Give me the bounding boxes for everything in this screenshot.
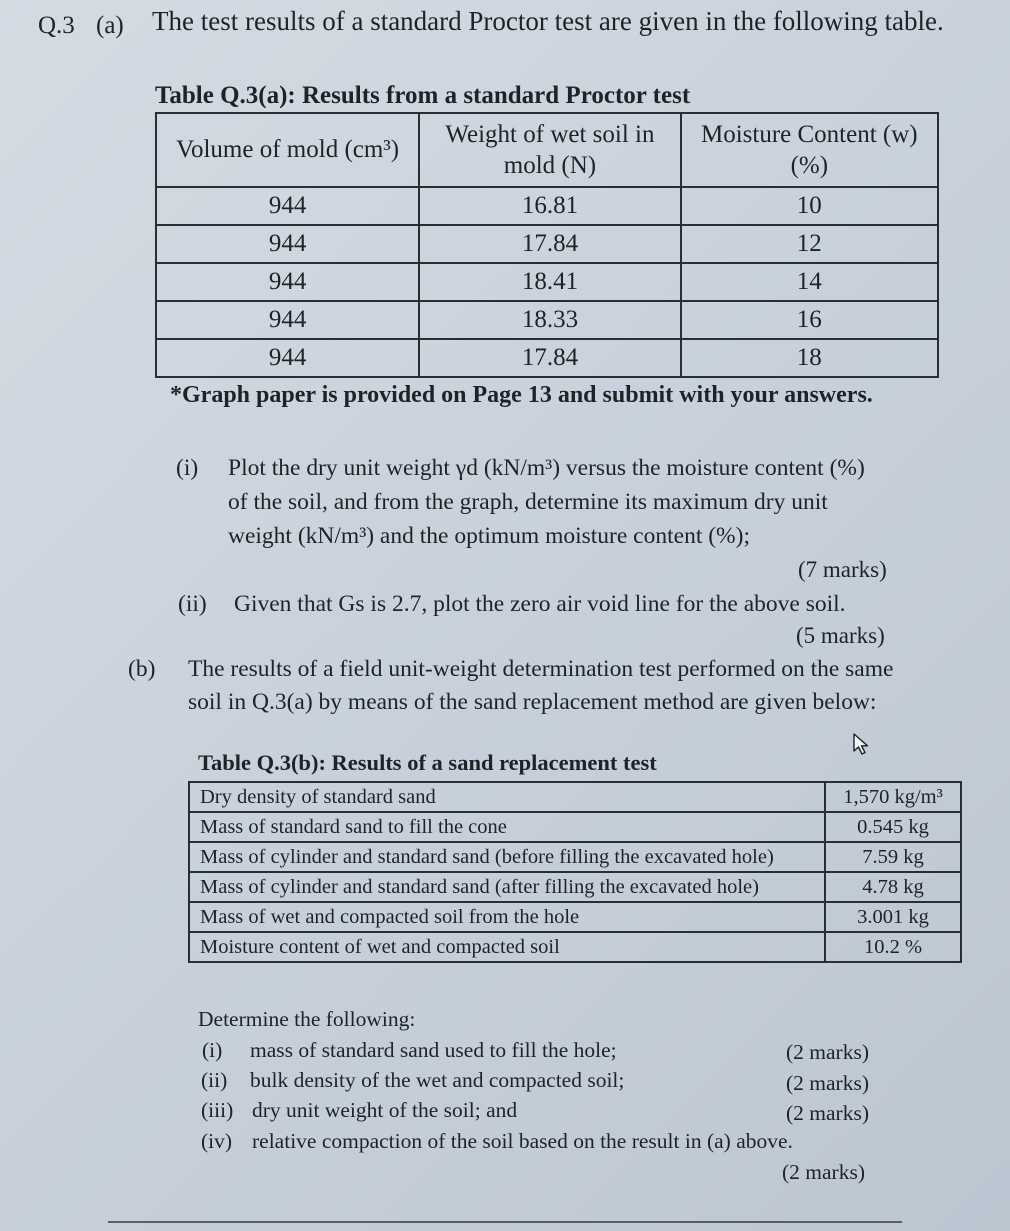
- table-row: [189, 812, 961, 842]
- mouse-pointer-icon: [852, 732, 872, 761]
- determine-marks: (2 marks): [786, 1101, 869, 1125]
- table-cell-label: Moisture content of wet and compacted soil: [189, 932, 825, 962]
- table-row: [189, 782, 961, 812]
- table-cell-value: 4.78 kg: [825, 872, 961, 902]
- determine-text: dry unit weight of the soil; and: [252, 1098, 518, 1122]
- table-row: [189, 872, 961, 902]
- proctor-results-table: [155, 112, 939, 378]
- sub-text-line: Given that Gs is 2.7, plot the zero air void line for the above soil.: [234, 591, 846, 617]
- determine-label: (ii): [201, 1068, 228, 1092]
- determine-marks: (2 marks): [786, 1040, 869, 1064]
- question-number: Q.3: [38, 12, 75, 39]
- table-cell: 17.84: [419, 339, 680, 377]
- sub-text-line: weight (kN/m³) and the optimum moisture content (%);: [228, 523, 750, 549]
- table-cell: 18.41: [419, 263, 680, 301]
- table-cell-label: Mass of wet and compacted soil from the hole: [189, 902, 825, 932]
- table-cell: 944: [156, 263, 419, 301]
- table-row: [156, 187, 938, 225]
- determine-marks: (2 marks): [782, 1160, 865, 1184]
- marks-a-i: (7 marks): [798, 557, 887, 582]
- table-cell-value: 7.59 kg: [825, 842, 961, 872]
- determine-label: (i): [202, 1038, 223, 1062]
- table-row: [156, 339, 938, 377]
- table-cell: 944: [156, 339, 419, 377]
- determine-label: (iii): [201, 1098, 234, 1122]
- table-row: [189, 842, 961, 872]
- determine-text: bulk density of the wet and compacted soil;: [250, 1068, 625, 1092]
- column-header: Volume of mold (cm³): [156, 113, 419, 187]
- table-cell: 10: [681, 187, 938, 225]
- question-intro: The test results of a standard Proctor test are given in the following table.: [152, 6, 944, 36]
- table-cell: 944: [156, 187, 419, 225]
- column-header: Moisture Content (w) (%): [681, 113, 938, 187]
- table-cell: 17.84: [419, 225, 680, 263]
- table-cell: 16.81: [419, 187, 680, 225]
- table-a-title: Table Q.3(a): Results from a standard Proctor test: [155, 82, 691, 109]
- table-cell-label: Mass of cylinder and standard sand (after filling the excavated hole): [189, 872, 825, 902]
- sub-label-a-ii: (ii): [178, 591, 207, 617]
- table-cell: 16: [681, 301, 938, 339]
- determine-label: (iv): [201, 1129, 233, 1153]
- table-row: [189, 902, 961, 932]
- table-b-title: Table Q.3(b): Results of a sand replacement test: [198, 750, 657, 775]
- table-cell: 12: [681, 225, 938, 263]
- bottom-divider: [108, 1221, 902, 1223]
- table-cell: 944: [156, 225, 419, 263]
- table-cell-label: Mass of cylinder and standard sand (before filling the excavated hole): [189, 842, 825, 872]
- table-cell: 18: [681, 339, 938, 377]
- table-cell-value: 1,570 kg/m³: [825, 782, 961, 812]
- sand-replacement-table: [188, 781, 962, 963]
- determine-text: mass of standard sand used to fill the hole;: [250, 1038, 617, 1062]
- table-cell-label: Mass of standard sand to fill the cone: [189, 812, 825, 842]
- table-row: [189, 932, 961, 962]
- table-row: [156, 301, 938, 339]
- table-header-row: [156, 113, 938, 187]
- part-b-text-line: The results of a field unit-weight determination test performed on the same: [188, 656, 894, 682]
- table-row: [156, 263, 938, 301]
- determine-heading: Determine the following:: [198, 1007, 416, 1031]
- sub-text-line: Plot the dry unit weight γd (kN/m³) versus the moisture content (%): [228, 455, 865, 481]
- table-cell-label: Dry density of standard sand: [189, 782, 825, 812]
- determine-marks: (2 marks): [786, 1071, 869, 1095]
- table-cell: 944: [156, 301, 419, 339]
- table-cell: 14: [681, 263, 938, 301]
- table-cell-value: 10.2 %: [825, 932, 961, 962]
- table-cell-value: 0.545 kg: [825, 812, 961, 842]
- sub-label-a-i: (i): [176, 455, 199, 481]
- table-row: [156, 225, 938, 263]
- table-cell: 18.33: [419, 301, 680, 339]
- part-a-label: (a): [96, 12, 124, 39]
- graph-paper-note: *Graph paper is provided on Page 13 and submit with your answers.: [170, 382, 873, 408]
- determine-text: relative compaction of the soil based on the result in (a) above.: [252, 1129, 793, 1153]
- table-cell-value: 3.001 kg: [825, 902, 961, 932]
- part-b-text-line: soil in Q.3(a) by means of the sand replacement method are given below:: [188, 689, 877, 715]
- column-header: Weight of wet soil in mold (N): [419, 113, 680, 187]
- marks-a-ii: (5 marks): [796, 623, 885, 648]
- part-b-label: (b): [128, 656, 156, 682]
- sub-text-line: of the soil, and from the graph, determine its maximum dry unit: [228, 489, 828, 515]
